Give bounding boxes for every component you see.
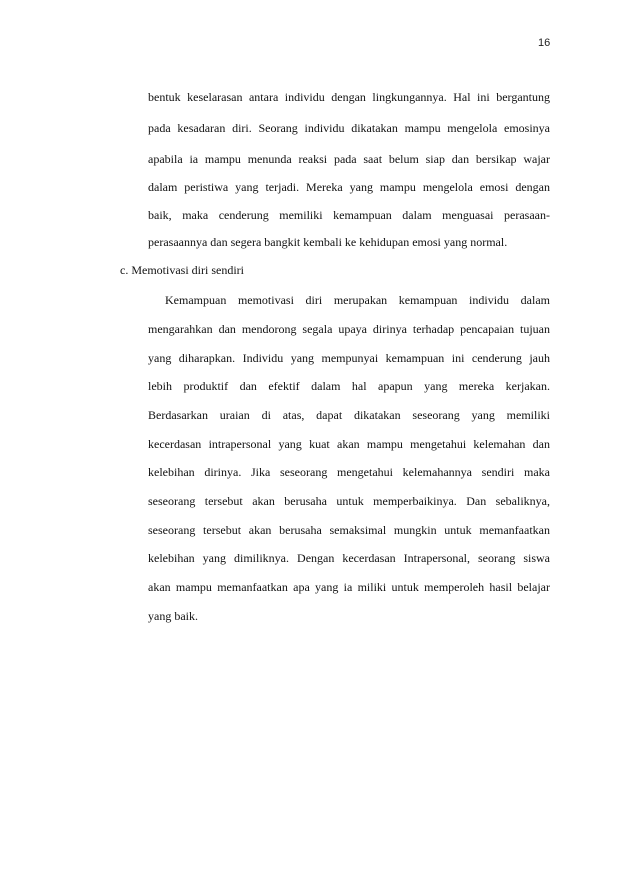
paragraph-line: Kemampuan memotivasi diri merupakan kemampuan individu dalam	[165, 293, 550, 307]
paragraph-line: kelebihan yang dimiliknya. Dengan kecerdasan Intrapersonal, seorang siswa	[148, 551, 550, 565]
paragraph-line: pada kesadaran diri. Seorang individu dikatakan mampu mengelola emosinya	[148, 121, 550, 135]
paragraph-line: bentuk keselarasan antara individu dengan lingkungannya. Hal ini bergantung	[148, 90, 550, 104]
paragraph-line: lebih produktif dan efektif dalam hal apapun yang mereka kerjakan.	[148, 379, 550, 393]
paragraph-line: dalam peristiwa yang terjadi. Mereka yang mampu mengelola emosi dengan	[148, 180, 550, 194]
paragraph-line: Berdasarkan uraian di atas, dapat dikatakan seseorang yang memiliki	[148, 408, 550, 422]
paragraph-line: seseorang tersebut akan berusaha semaksimal mungkin untuk memanfaatkan	[148, 523, 550, 537]
paragraph-line: apabila ia mampu menunda reaksi pada saat belum siap dan bersikap wajar	[148, 152, 550, 166]
paragraph-line: baik, maka cenderung memiliki kemampuan dalam menguasai perasaan-	[148, 208, 550, 222]
paragraph-line: yang diharapkan. Individu yang mempunyai kemampuan ini cenderung jauh	[148, 351, 550, 365]
paragraph-line: kecerdasan intrapersonal yang kuat akan mampu mengetahui kelemahan dan	[148, 437, 550, 451]
page-number: 16	[538, 37, 551, 49]
paragraph-line: kelebihan dirinya. Jika seseorang mengetahui kelemahannya sendiri maka	[148, 465, 550, 479]
paragraph-line: seseorang tersebut akan berusaha untuk memperbaikinya. Dan sebaliknya,	[148, 494, 550, 508]
section-heading-c: c. Memotivasi diri sendiri	[120, 263, 244, 277]
paragraph-line: yang baik.	[148, 609, 198, 623]
paragraph-line: akan mampu memanfaatkan apa yang ia miliki untuk memperoleh hasil belajar	[148, 580, 550, 594]
paragraph-line: perasaannya dan segera bangkit kembali ke kehidupan emosi yang normal.	[148, 235, 508, 249]
paragraph-line: mengarahkan dan mendorong segala upaya dirinya terhadap pencapaian tujuan	[148, 322, 550, 336]
